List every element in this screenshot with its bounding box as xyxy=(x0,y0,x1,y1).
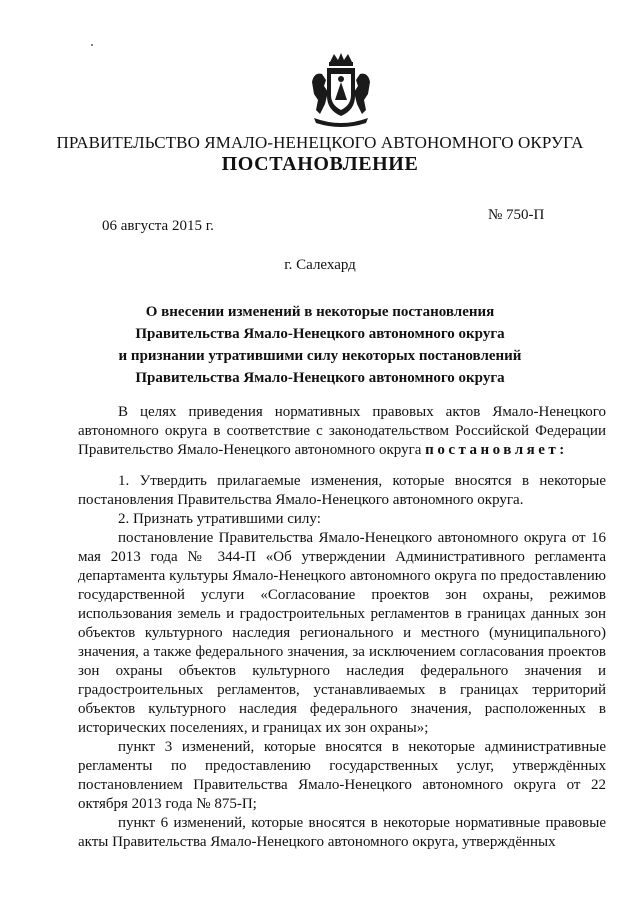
document-heading xyxy=(100,301,540,389)
item-2-sub-1: постановление Правительства Ямало-Ненецкого автономного округа от 16 мая 2013 года № 344-П «Об утверждении Административного регламента департамента культуры Ямало-Ненецкого автономного округа по предоставлению государственной услуги «Согласование проектов зон охраны, режимов использования земель и градостроительных регламентов в границах данных зон объектов культурного наследия регионального и местного (муниципального) значения, а также федерального значения, за исключением согласования проектов зон охраны объектов культурного наследия федерального значения и градостроительных регламентов, устанавливаемых в границах территорий объектов культурного наследия федерального значения, расположенных в исторических поселениях, и границах их зон охраны»; xyxy=(78,530,606,736)
preamble-paragraph xyxy=(78,403,606,460)
document-date: 06 августа 2015 г. xyxy=(102,218,214,234)
scan-speck xyxy=(91,44,93,46)
item-2-sub-3: пункт 6 изменений, которые вносятся в некоторые нормативные правовые акты Правительства Ямало-Ненецкого автономного округа, утверждённых xyxy=(78,815,606,850)
heading-line: О внесении изменений в некоторые постановления xyxy=(145,304,495,320)
item-2: 2. Признать утратившими силу: xyxy=(118,511,321,527)
government-title: ПРАВИТЕЛЬСТВО ЯМАЛО-НЕНЕЦКОГО АВТОНОМНОГО ОКРУГА xyxy=(56,133,584,152)
item-1: 1. Утвердить прилагаемые изменения, которые вносятся в некоторые постановления Правительства Ямало-Ненецкого автономного округа. xyxy=(78,473,606,508)
item-2-sub-2: пункт 3 изменений, которые вносятся в некоторые административные регламенты по предоставлению государственных услуг, утверждённых постановлением Правительства Ямало-Ненецкого автономного округа от 22 октября 2013 года № 875-П; xyxy=(78,739,606,812)
heading-line: Правительства Ямало-Ненецкого автономного округа xyxy=(135,370,505,386)
heading-line: и признании утратившими силу некоторых постановлений xyxy=(118,348,522,364)
coat-of-arms-emblem xyxy=(308,52,374,128)
resolves-word: постановляет: xyxy=(425,442,568,458)
heading-line: Правительства Ямало-Ненецкого автономного округа xyxy=(135,326,505,342)
document-body xyxy=(78,403,606,852)
document-city: г. Салехард xyxy=(284,257,356,273)
preamble-text: В целях приведения нормативных правовых актов Ямало-Ненецкого автономного округа в соответствие с законодательством Российской Федерации Правительство Ямало-Ненецкого автономного округа xyxy=(78,404,606,458)
document-type: ПОСТАНОВЛЕНИЕ xyxy=(221,153,419,175)
document-number: № 750-П xyxy=(488,207,545,223)
